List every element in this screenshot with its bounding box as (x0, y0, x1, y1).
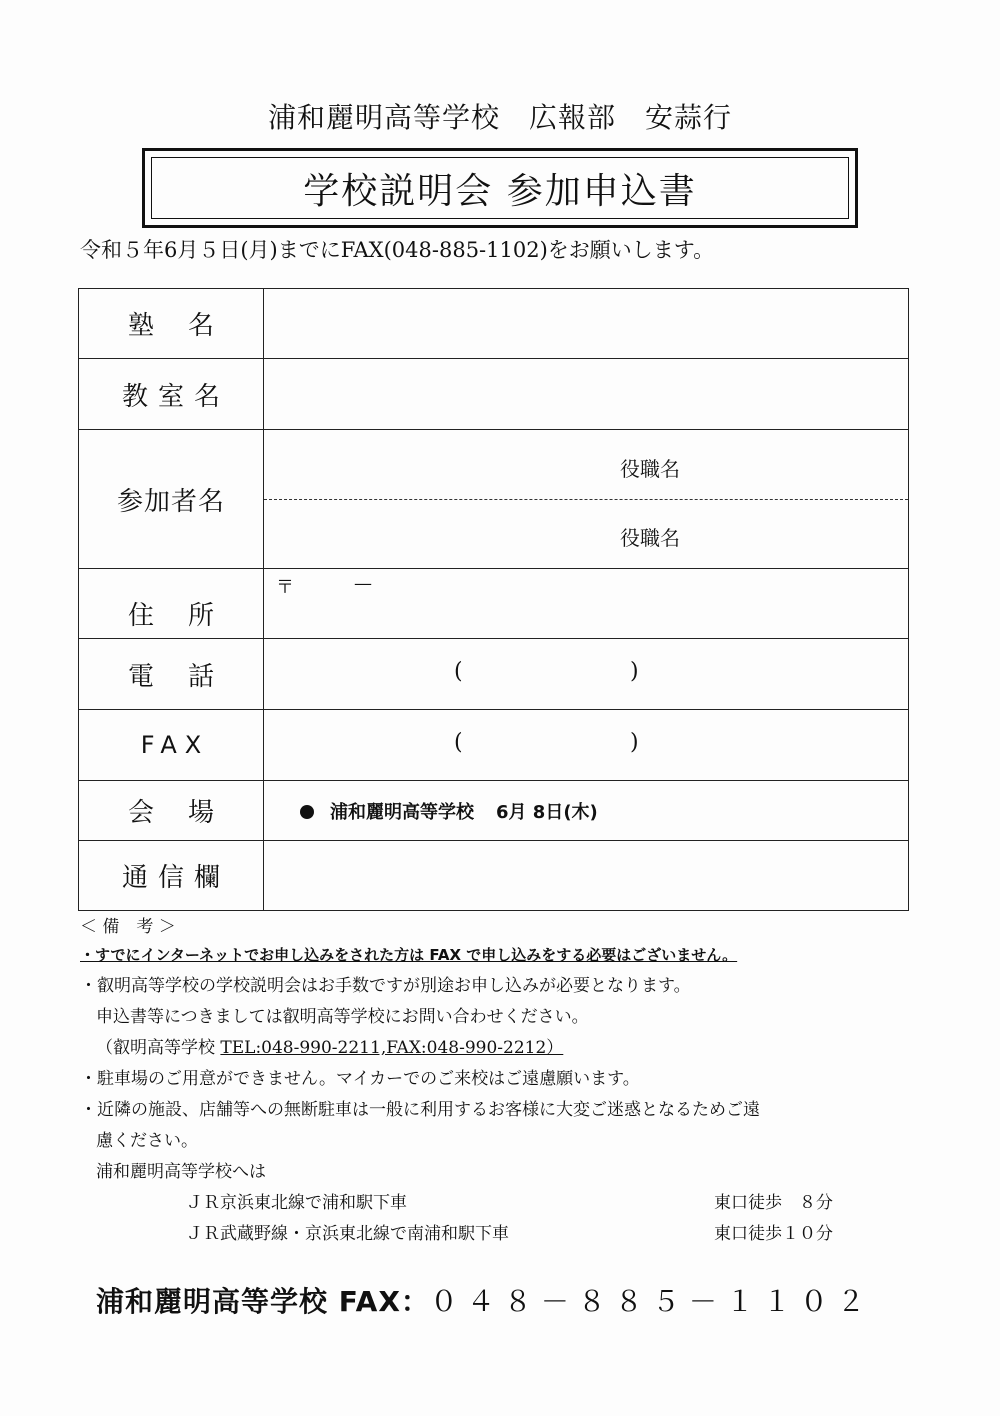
classroom-name-field[interactable] (264, 359, 909, 430)
fax-paren-open: ( (454, 730, 463, 755)
route-line: ＪＲ武蔵野線・京浜東北線で南浦和駅下車 (186, 1224, 509, 1244)
remark-parking: ・駐車場のご用意ができません。マイカーでのご来校はご遠慮願います。 (80, 1069, 640, 1089)
juku-label: 塾名 (127, 311, 248, 341)
remark-eimei-2: 申込書等につきましては叡明高等学校にお問い合わせください。 (96, 1007, 589, 1027)
deadline-notice: 令和５年6月５日(月)までにFAX(048-885-1102)をお願いします。 (80, 238, 715, 262)
phone-paren-open: ( (454, 659, 463, 684)
form-title: 学校説明会 参加申込書 (303, 170, 697, 212)
form-title-box (142, 148, 858, 228)
venue-date: 6月 8日(木) (496, 801, 598, 823)
selected-bullet-icon (300, 805, 314, 819)
row-venue (79, 781, 909, 841)
remark-eimei-1: ・叡明高等学校の学校説明会はお手数ですが別途お申し込みが必要となります。 (80, 976, 691, 996)
route-walk: 東口徒歩 ８分 (714, 1193, 833, 1213)
remark-neighbor-2: 慮ください。 (96, 1131, 198, 1151)
venue-label: 会場 (127, 798, 248, 828)
role-label-1: 役職名 (620, 456, 680, 481)
fax-label: FAX (140, 731, 210, 759)
remarks-heading: ＜ 備 考 ＞ (80, 917, 176, 937)
phone-label: 電話 (127, 661, 248, 692)
footer-fax (96, 1280, 874, 1320)
route-line: ＪＲ京浜東北線で浦和駅下車 (186, 1193, 407, 1213)
fax-field[interactable] (264, 710, 909, 781)
participant-label: 参加者名 (116, 486, 225, 517)
remark-neighbor-1: ・近隣の施設、店舗等への無断駐車は一般に利用するお客様に大変ご迷惑となるためご遠 (80, 1100, 760, 1120)
role-label-2: 役職名 (620, 525, 680, 550)
row-phone (79, 639, 909, 710)
venue-option (264, 798, 908, 824)
classroom-label: 教室名 (121, 381, 230, 412)
postal-mark: 〒 (276, 577, 294, 598)
row-notes (79, 841, 909, 911)
notes-label: 通信欄 (121, 863, 230, 893)
phone-field[interactable] (264, 639, 909, 710)
notes-field[interactable] (264, 841, 909, 911)
remark-internet: ・すでにインターネットでお申し込みをされた方は FAX で申し込みをする必要はございません。 (80, 946, 738, 964)
phone-paren-close: ) (630, 659, 639, 684)
row-participant (79, 430, 909, 569)
fax-paren-close: ) (630, 730, 639, 755)
remarks-section (80, 914, 940, 1250)
juku-name-field[interactable] (264, 289, 909, 359)
application-form-table (78, 288, 909, 911)
remark-eimei-3 (80, 1033, 940, 1064)
participant-2-field[interactable] (264, 499, 908, 568)
row-classroom (79, 359, 909, 430)
route-item (80, 1219, 940, 1250)
row-fax (79, 710, 909, 781)
eimei-contact-prefix: （叡明高等学校 (96, 1038, 221, 1058)
access-heading: 浦和麗明高等学校へは (96, 1162, 266, 1182)
recipient-line: 浦和麗明高等学校 広報部 安蒜行 (267, 101, 732, 134)
footer-fax-number: ０４８－８８５－１１０２ (429, 1285, 874, 1318)
eimei-contact-numbers: TEL:048-990-2211,FAX:048-990-2212） (220, 1038, 564, 1058)
participant-1-field[interactable] (264, 431, 908, 499)
postal-dash: — (354, 573, 372, 594)
address-field[interactable] (264, 569, 909, 639)
footer-school: 浦和麗明高等学校 FAX： (96, 1285, 430, 1318)
address-label: 住所 (127, 601, 248, 631)
route-walk: 東口徒歩１０分 (714, 1224, 833, 1244)
row-address (79, 569, 909, 639)
row-juku (79, 289, 909, 359)
route-item (80, 1188, 940, 1219)
venue-school: 浦和麗明高等学校 (330, 801, 474, 823)
